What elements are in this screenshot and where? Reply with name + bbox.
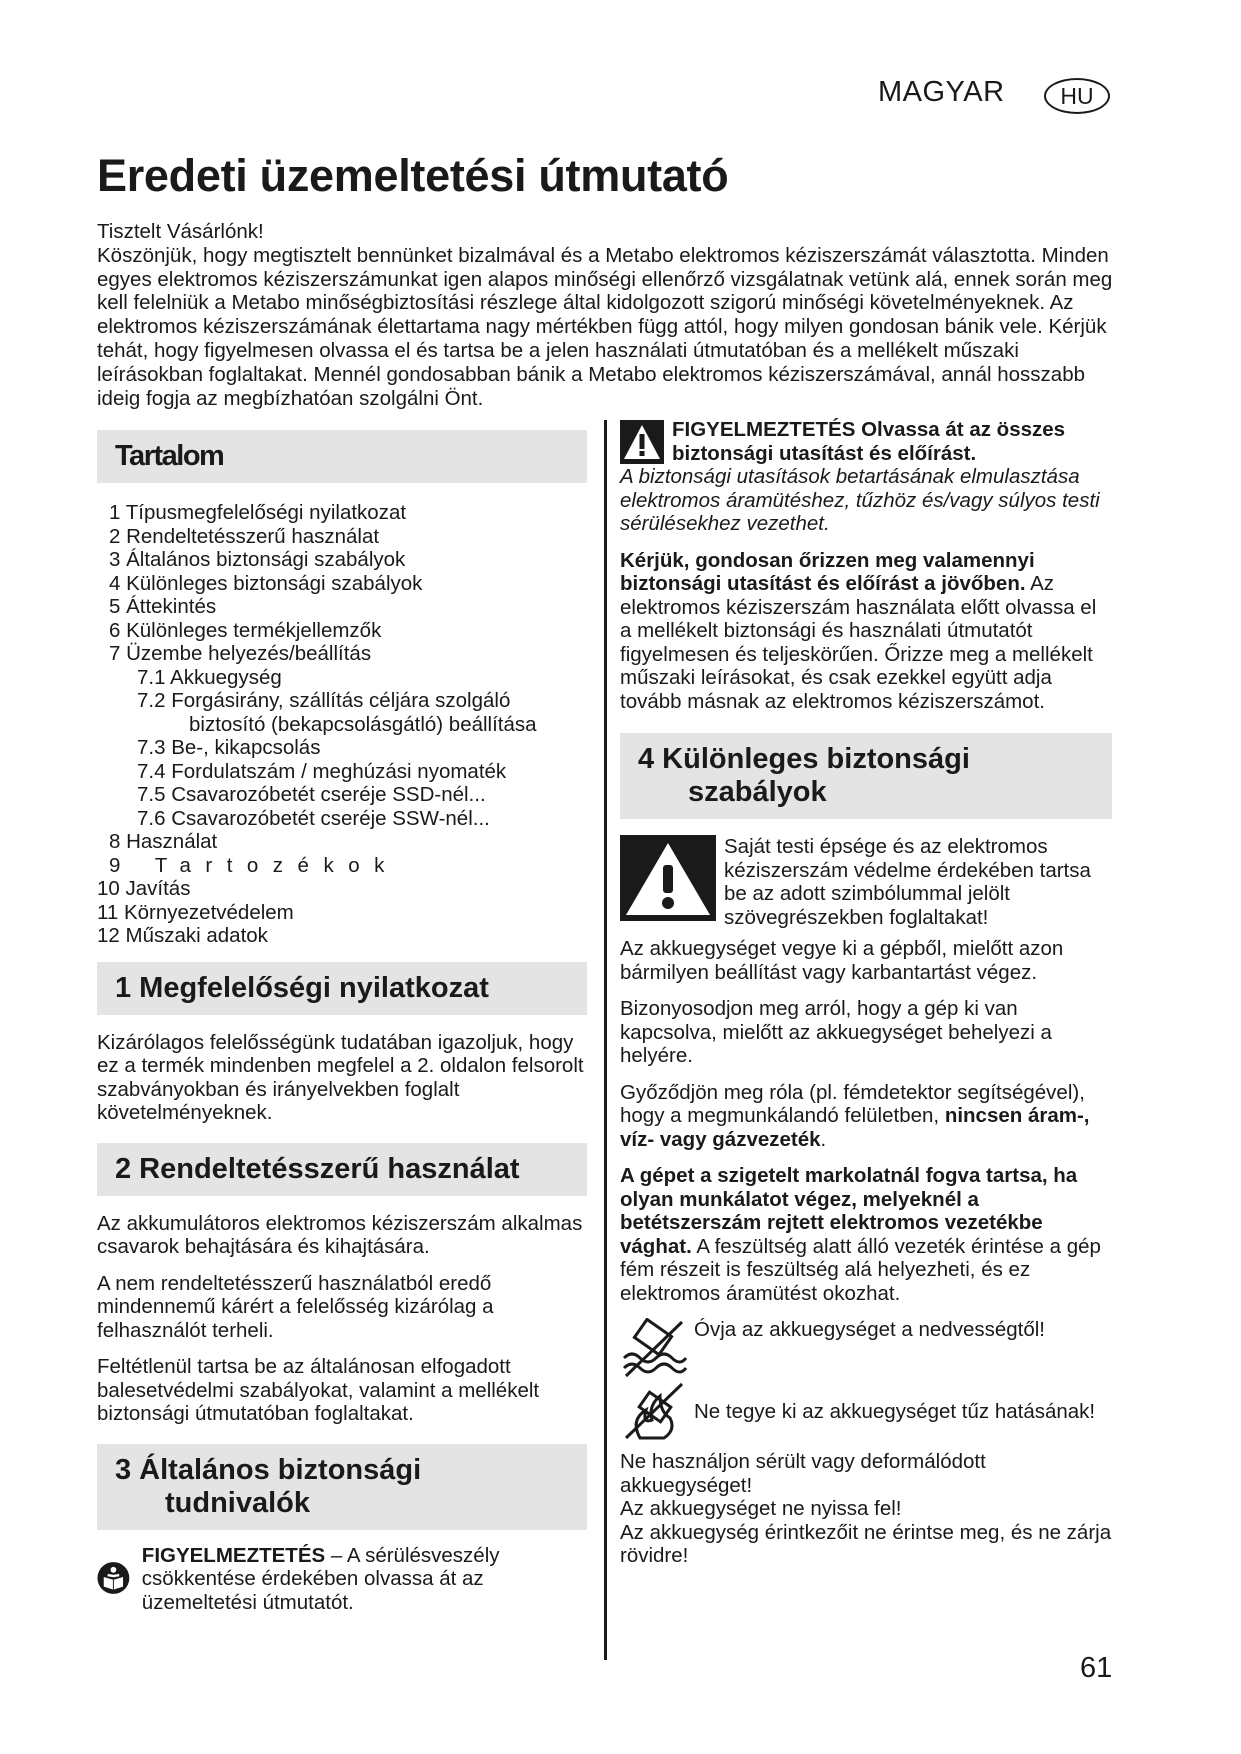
grip-warning-bold: A gépet a szigetelt markolatnál fogva tartsa, ha olyan munkálatot végez, melyeknél a betétszerszám rejtett elektromos vezetékbe vághat.: [620, 1164, 1078, 1258]
toc-item[interactable]: 10 Javítás: [97, 877, 191, 900]
table-of-contents: [97, 501, 587, 948]
intro-body: Köszönjük, hogy megtisztelt bennünket bizalmával és a Metabo elektromos kéziszerszámát választotta. Minden egyes elektromos kéziszerszámunkat igen alapos minőségi ellenőrző vizsgálatnak vetünk alá, ennek során meg kell felelniük a Metabo minőségbiztosítási részlege által kidolgozott szigorú minőségi követelményeknek. Az elektromos kéziszerszámának élettartama nagy mértékben függ attól, hogy milyen gondosan bánik vele. Kérjük tehát, hogy figyelmesen olvassa el és tartsa be a jelen használati útmutatóban és a mellékelt műszaki leírásokban foglaltakat. Mennél gondosabban bánik a Metabo elektromos kéziszerszámával, annál hosszabb ideig fogja az megbízhatóan szolgálni Önt.: [97, 243, 1113, 410]
section4-heading: [620, 733, 1112, 819]
detector-end: .: [820, 1127, 827, 1151]
section4-paragraph: [620, 1081, 1112, 1152]
warning-triangle-icon: [620, 835, 716, 921]
right-column: [620, 418, 1112, 1568]
no-moisture-icon: [620, 1318, 688, 1380]
toc-item[interactable]: 9 Tartozékok: [109, 853, 399, 877]
keep-instructions: [620, 549, 1112, 714]
column-divider: [604, 420, 607, 1660]
keep-instructions-text: Az elektromos kéziszerszám használata előtt olvassa el a mellékelt biztonsági és használati útmutatót figyelmesen és teljeskörűen. Őrizze meg a mellékelt műszaki leírásokat, és csak ezekkel együtt adja tovább másnak az elektromos kéziszerszámot.: [620, 572, 1097, 713]
moisture-text: Óvja az akkuegységet a nedvességtől!: [694, 1318, 1045, 1341]
toc-item[interactable]: 7.2 Forgásirány, szállítás céljára szolgáló: [137, 689, 511, 712]
toc-item[interactable]: 8 Használat: [109, 830, 218, 853]
left-column: [97, 430, 587, 1614]
section4-heading-line2: szabályok: [688, 776, 827, 808]
toc-item[interactable]: 1 Típusmegfelelőségi nyilatkozat: [109, 501, 407, 524]
intro-greeting: Tisztelt Vásárlónk!: [97, 220, 264, 243]
section4-paragraph: Az akkuegységet vegye ki a gépből, mielőtt azon bármilyen beállítást vagy karbantartást végez.: [620, 937, 1064, 984]
section2-paragraph: Az akkumulátoros elektromos kéziszerszám alkalmas csavarok behajtására és kihajtására.: [97, 1211, 583, 1258]
toc-item[interactable]: 2 Rendeltetésszerű használat: [109, 524, 380, 548]
page-title: Eredeti üzemeltetési útmutató: [97, 150, 729, 201]
section1-text: Kizárólagos felelősségünk tudatában igazoljuk, hogy ez a termék mindenben megfelel a 2. oldalon felsorolt szabványokban és irányelvekben foglalt követelményeknek.: [97, 1030, 584, 1124]
section3-heading-line1: 3 Általános biztonsági: [115, 1453, 422, 1486]
toc-item[interactable]: 4 Különleges biztonsági szabályok: [109, 571, 423, 595]
toc-item[interactable]: 7.3 Be-, kikapcsolás: [137, 736, 321, 759]
section3-warning-label: FIGYELMEZTETÉS: [141, 1543, 326, 1567]
toc-item[interactable]: 6 Különleges termékjellemzők: [109, 618, 382, 642]
toc-item[interactable]: 12 Műszaki adatok: [97, 924, 268, 947]
toc-item[interactable]: 7 Üzembe helyezés/beállítás: [109, 642, 372, 665]
contacts-text: Az akkuegység érintkezőit ne érintse meg, és ne zárja rövidre!: [620, 1520, 1112, 1567]
language-label: MAGYAR: [878, 76, 1005, 108]
read-manual-icon: [97, 1544, 130, 1612]
toc-heading: Tartalom: [97, 430, 587, 483]
section3-warning-text: – A sérülésveszély csökkentése érdekében olvassa át az üzemeltetési útmutatót.: [141, 1543, 500, 1614]
open-battery-text: Az akkuegységet ne nyissa fel!: [620, 1497, 902, 1520]
grip-warning-text: A feszültség alatt álló vezeték érintése a gép fém részeit is feszültség alá helyezheti, és ez elektromos áramütést okozhat.: [620, 1234, 1101, 1305]
intro: [97, 220, 1122, 410]
page-number: 61: [1080, 1652, 1113, 1684]
language-code-badge: HU: [1044, 78, 1110, 114]
symbol-notice-text: Saját testi épsége és az elektromos kéziszerszám védelme érdekében tartsa be az adott szimbólummal jelölt szövegrészekben foglaltakat!: [724, 835, 1091, 929]
detector-text: Győződjön meg róla (pl. fémdetektor segítségével), hogy a megmunkálandó felületben,: [620, 1080, 1085, 1127]
moisture-notice: [620, 1318, 1112, 1380]
warning-triangle-icon: [620, 420, 664, 464]
toc-item[interactable]: 3 Általános biztonsági szabályok: [109, 548, 406, 571]
symbol-notice: [620, 835, 1112, 929]
toc-item[interactable]: 5 Áttekintés: [109, 595, 217, 618]
section4-paragraph: [620, 1164, 1112, 1305]
keep-instructions-bold: Kérjük, gondosan őrizzen meg valamennyi biztonsági utasítást és előírást a jövőben.: [620, 548, 1035, 595]
fire-text: Ne tegye ki az akkuegységet tűz hatásának!: [694, 1400, 1096, 1423]
section2-paragraph: Feltétlenül tartsa be az általánosan elfogadott balesetvédelmi szabályokat, valamint a mellékelt biztonsági útmutatóban foglaltakat.: [97, 1355, 540, 1425]
section4-paragraph: Bizonyosodjon meg arról, hogy a gép ki van kapcsolva, mielőtt az akkuegységet behelyezi a helyére.: [620, 997, 1052, 1067]
toc-item[interactable]: 7.5 Csavarozóbetét cseréje SSD-nél...: [137, 783, 486, 806]
general-warning: [620, 418, 1112, 465]
section3-heading: [97, 1444, 587, 1530]
toc-item[interactable]: 7.4 Fordulatszám / meghúzási nyomaték: [137, 759, 507, 783]
section4-heading-line1: 4 Különleges biztonsági: [638, 743, 970, 775]
section2-paragraph: A nem rendeltetésszerű használatból eredő mindennemű kárért a felelősség kizárólag a felhasználót terheli.: [97, 1271, 494, 1342]
section3-heading-line2: tudnivalók: [165, 1486, 311, 1519]
no-fire-icon: [620, 1380, 688, 1442]
toc-item-continuation[interactable]: biztosító (bekapcsolásgátló) beállítása: [189, 712, 537, 736]
fire-notice: [620, 1380, 1112, 1442]
warning-consequence: A biztonsági utasítások betartásának elmulasztása elektromos áramütéshez, tűzhöz és/vagy súlyos testi sérülésekhez vezethet.: [620, 465, 1100, 535]
toc-item[interactable]: 7.1 Akkuegység: [137, 665, 282, 689]
manual-warning: [97, 1544, 587, 1615]
section2-heading: 2 Rendeltetésszerű használat: [97, 1143, 587, 1196]
toc-item[interactable]: 7.6 Csavarozóbetét cseréje SSW-nél...: [137, 806, 490, 830]
detector-bold: nincsen áram-, víz- vagy gázvezeték: [620, 1104, 1090, 1151]
warning-read-all: FIGYELMEZTETÉS Olvassa át az összes biztonsági utasítást és előírást.: [672, 418, 1066, 465]
toc-item[interactable]: 11 Környezetvédelem: [97, 900, 294, 924]
damaged-battery-text: Ne használjon sérült vagy deformálódott akkuegységet!: [620, 1450, 986, 1497]
section1-heading: 1 Megfelelőségi nyilatkozat: [97, 962, 587, 1015]
